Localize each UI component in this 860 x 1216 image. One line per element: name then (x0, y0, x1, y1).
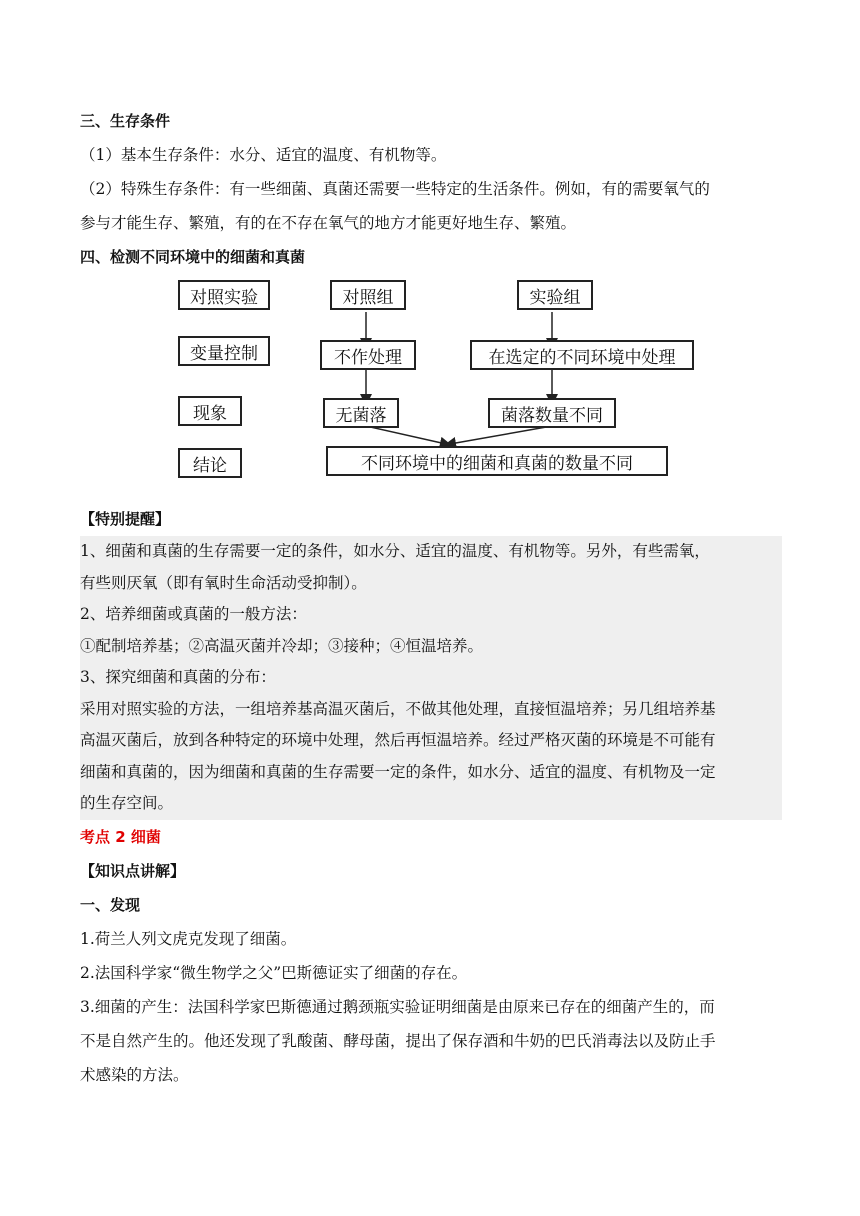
experiment-treatment-box: 在选定的不同环境中处理 (470, 340, 694, 370)
reminder-line-5: 3、探究细菌和真菌的分布： (80, 668, 276, 686)
control-treatment-box: 不作处理 (320, 340, 416, 370)
row-label-phenomenon: 现象 (178, 396, 242, 426)
discovery-point-2: 2.法国科学家“微生物学之父”巴斯德证实了细菌的存在。 (80, 963, 468, 982)
reminder-line-2: 有些则厌氧（即有氧时生命活动受抑制）。 (80, 573, 367, 592)
experiment-group-box: 实验组 (517, 280, 593, 310)
experiment-flow-diagram (80, 274, 782, 502)
reminder-title: 【特别提醒】 (80, 510, 171, 528)
reminder-line-1: 1、细菌和真菌的生存需要一定的条件，如水分、适宜的温度、有机物等。另外，有些需氧， (80, 542, 710, 560)
reminder-box (80, 536, 782, 820)
knowledge-subtitle: 【知识点讲解】 (80, 861, 186, 880)
reminder-line-3: 2、培养细菌或真菌的一般方法： (80, 605, 307, 623)
reminder-line-6: 采用对照实验的方法，一组培养基高温灭菌后，不做其他处理，直接恒温培养；另几组培养基 (80, 699, 716, 718)
row-label-conclusion: 结论 (178, 448, 242, 478)
document-page (80, 104, 782, 1092)
reminder-line-8: 细菌和真菌的，因为细菌和真菌的生存需要一定的条件，如水分、适宜的温度、有机物及一定 (80, 762, 716, 781)
reminder-line-4: ①配制培养基；②高温灭菌并冷却；③接种；④恒温培养。 (80, 636, 484, 655)
discovery-point-3b: 不是自然产生的。他还发现了乳酸菌、酵母菌，提出了保存酒和牛奶的巴氏消毒法以及防止手 (80, 1031, 716, 1050)
section-3-paragraph-1: （1）基本生存条件：水分、适宜的温度、有机物等。 (80, 146, 447, 164)
row-label-control-experiment: 对照实验 (178, 280, 270, 310)
section-3-title: 三、生存条件 (80, 112, 171, 130)
reminder-line-9: 的生存空间。 (80, 794, 174, 812)
row-label-variable-control: 变量控制 (178, 336, 270, 366)
section-4-title: 四、检测不同环境中的细菌和真菌 (80, 248, 306, 266)
arrow-control-result-to-conclusion (366, 426, 446, 444)
experiment-result-box: 菌落数量不同 (488, 398, 616, 428)
section-3-paragraph-2a: （2）特殊生存条件：有一些细菌、真菌还需要一些特定的生活条件。例如，有的需要氧气的 (80, 180, 710, 198)
discovery-point-3a: 3.细菌的产生：法国科学家巴斯德通过鹅颈瓶实验证明细菌是由原来已存在的细菌产生的，而 (80, 997, 715, 1016)
control-result-box: 无菌落 (323, 398, 399, 428)
discovery-point-3c: 术感染的方法。 (80, 1065, 189, 1084)
section-3-paragraph-2b: 参与才能生存、繁殖，有的在不存在氧气的地方才能更好地生存、繁殖。 (80, 214, 577, 232)
kaodian-title: 考点 2 细菌 (80, 827, 161, 846)
conclusion-box: 不同环境中的细菌和真菌的数量不同 (326, 446, 668, 476)
control-group-box: 对照组 (330, 280, 406, 310)
discovery-heading: 一、发现 (80, 895, 141, 914)
reminder-line-7: 高温灭菌后，放到各种特定的环境中处理，然后再恒温培养。经过严格灭菌的环境是不可能有 (80, 731, 716, 749)
discovery-point-1: 1.荷兰人列文虎克发现了细菌。 (80, 929, 297, 948)
arrow-experiment-result-to-conclusion (450, 426, 552, 444)
